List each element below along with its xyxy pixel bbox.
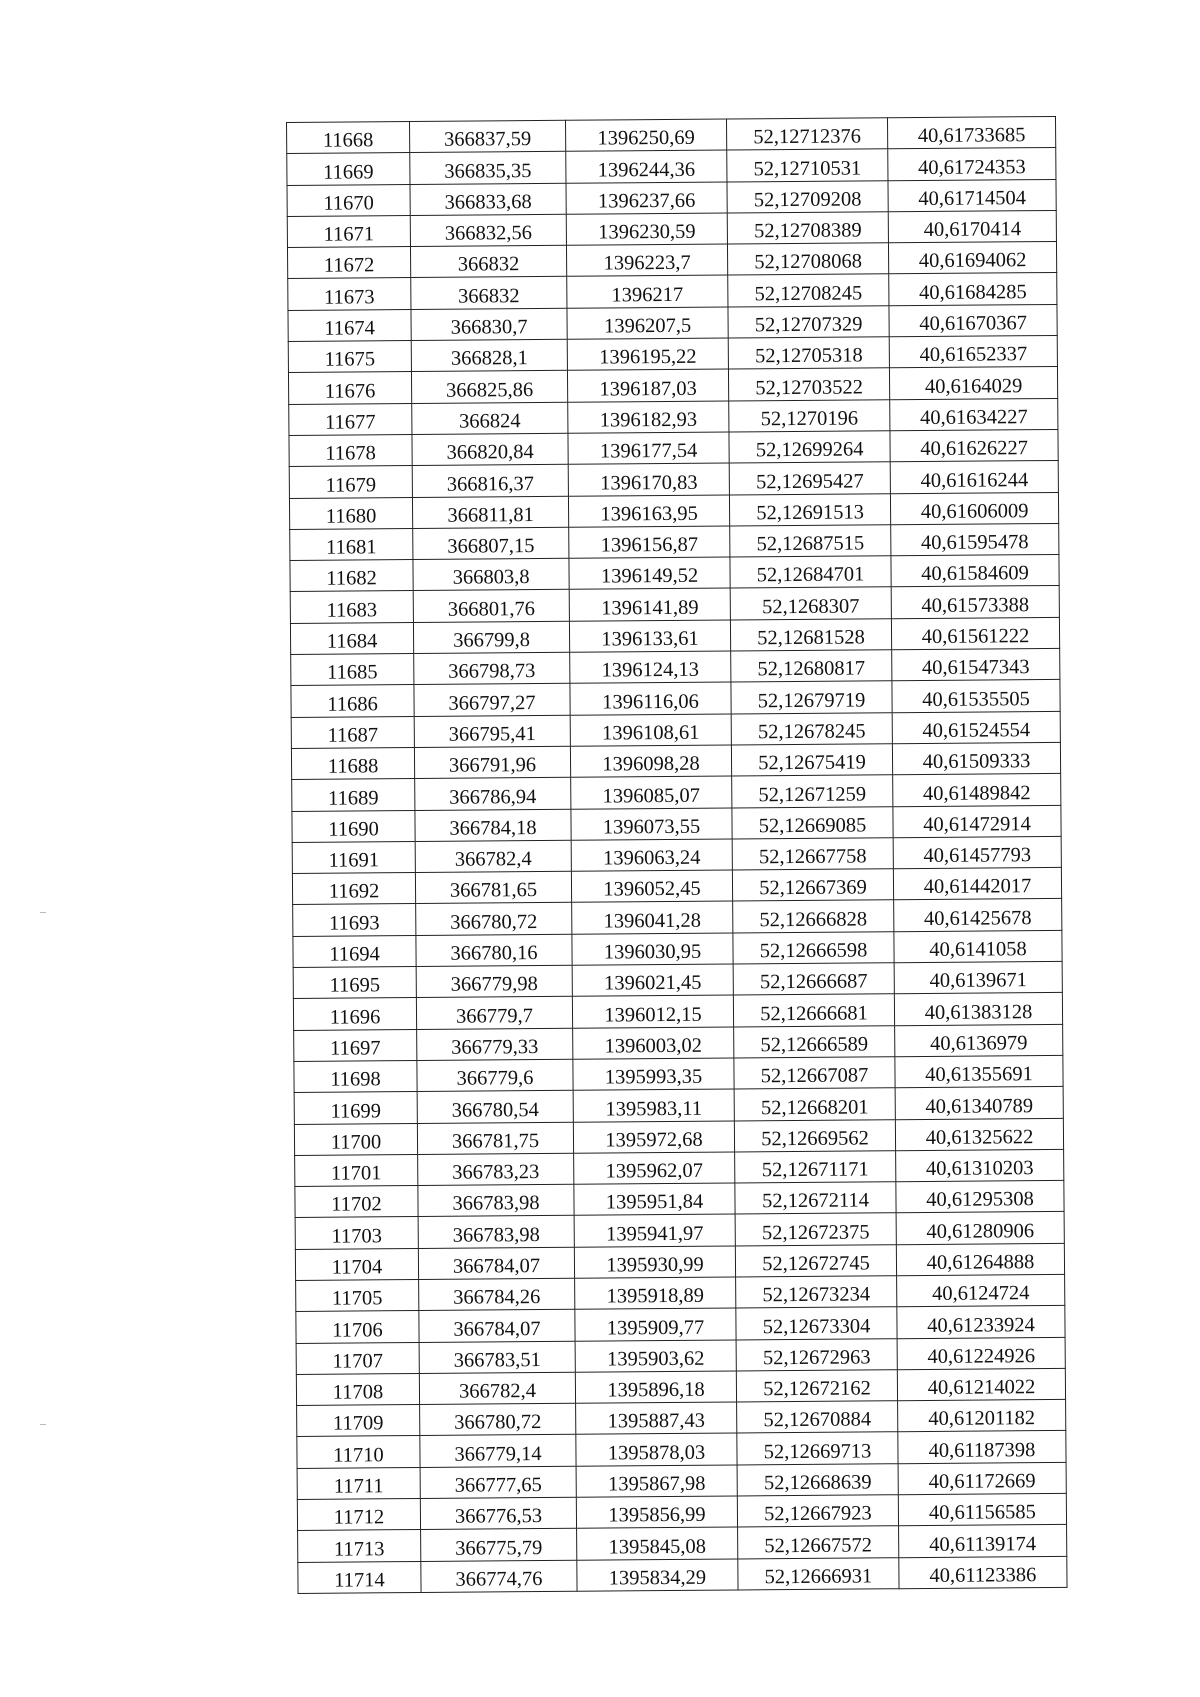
x-coordinate-cell: 366830,7: [411, 308, 567, 341]
y-coordinate-cell: 1396195,22: [567, 338, 728, 371]
point-number-cell: 11684: [290, 622, 413, 654]
x-coordinate-cell: 366828,1: [411, 339, 567, 372]
point-number-cell: 11687: [291, 716, 414, 748]
y-coordinate-cell: 1396098,28: [570, 745, 731, 778]
latitude-cell: 52,12708389: [727, 212, 888, 245]
y-coordinate-cell: 1395903,62: [575, 1340, 736, 1373]
point-number-cell: 11709: [297, 1405, 420, 1437]
latitude-cell: 52,12668201: [734, 1088, 895, 1121]
longitude-cell: 40,61355691: [895, 1055, 1063, 1088]
longitude-cell: 40,61606009: [890, 492, 1058, 525]
y-coordinate-cell: 1396085,07: [571, 776, 732, 809]
y-coordinate-cell: 1396217: [567, 276, 728, 309]
x-coordinate-cell: 366811,81: [412, 496, 568, 529]
longitude-cell: 40,61561222: [891, 617, 1059, 650]
y-coordinate-cell: 1395930,99: [574, 1246, 735, 1279]
longitude-cell: 40,61684285: [889, 273, 1057, 306]
longitude-cell: 40,61172669: [898, 1462, 1066, 1495]
latitude-cell: 52,12666931: [738, 1557, 899, 1590]
point-number-cell: 11683: [290, 591, 413, 623]
coordinates-table-body: [287, 116, 1068, 1593]
point-number-cell: 11689: [292, 779, 415, 811]
point-number-cell: 11712: [297, 1499, 420, 1531]
point-number-cell: 11694: [293, 935, 416, 967]
latitude-cell: 52,12673304: [736, 1307, 897, 1340]
y-coordinate-cell: 1395887,43: [576, 1402, 737, 1435]
longitude-cell: 40,61457793: [893, 836, 1061, 869]
y-coordinate-cell: 1396116,06: [570, 682, 731, 715]
longitude-cell: 40,61383128: [894, 993, 1062, 1026]
longitude-cell: 40,61224926: [897, 1337, 1065, 1370]
x-coordinate-cell: 366820,84: [412, 433, 568, 466]
y-coordinate-cell: 1395878,03: [576, 1433, 737, 1466]
y-coordinate-cell: 1395909,77: [575, 1308, 736, 1341]
y-coordinate-cell: 1396073,55: [571, 808, 732, 841]
point-number-cell: 11691: [292, 841, 415, 873]
x-coordinate-cell: 366783,23: [418, 1153, 574, 1186]
coordinates-table: [286, 116, 1068, 1594]
y-coordinate-cell: 1396012,15: [572, 995, 733, 1028]
point-number-cell: 11702: [295, 1186, 418, 1218]
latitude-cell: 52,12708068: [727, 243, 888, 276]
latitude-cell: 52,12672375: [735, 1213, 896, 1246]
longitude-cell: 40,61156585: [898, 1493, 1066, 1526]
latitude-cell: 52,1268307: [730, 587, 891, 620]
point-number-cell: 11700: [294, 1123, 417, 1155]
x-coordinate-cell: 366797,27: [414, 684, 570, 717]
y-coordinate-cell: 1395867,98: [576, 1465, 737, 1498]
x-coordinate-cell: 366824: [412, 402, 568, 435]
latitude-cell: 52,1270196: [729, 399, 890, 432]
x-coordinate-cell: 366779,98: [416, 965, 572, 998]
latitude-cell: 52,12695427: [729, 462, 890, 495]
y-coordinate-cell: 1396177,54: [568, 432, 729, 465]
x-coordinate-cell: 366784,18: [415, 809, 571, 842]
point-number-cell: 11679: [289, 466, 412, 498]
point-number-cell: 11676: [288, 372, 411, 404]
y-coordinate-cell: 1395962,07: [574, 1152, 735, 1185]
x-coordinate-cell: 366774,76: [421, 1560, 577, 1593]
longitude-cell: 40,61547343: [892, 648, 1060, 681]
point-number-cell: 11692: [292, 873, 415, 905]
x-coordinate-cell: 366776,53: [420, 1497, 576, 1530]
longitude-cell: 40,61340789: [895, 1087, 1063, 1120]
latitude-cell: 52,12705318: [728, 337, 889, 370]
longitude-cell: 40,6141058: [894, 930, 1062, 963]
point-number-cell: 11686: [291, 685, 414, 717]
point-number-cell: 11680: [289, 497, 412, 529]
table-row: [298, 1556, 1067, 1593]
y-coordinate-cell: 1396149,52: [569, 557, 730, 590]
y-coordinate-cell: 1395951,84: [574, 1183, 735, 1216]
x-coordinate-cell: 366784,07: [419, 1310, 575, 1343]
y-coordinate-cell: 1395983,11: [573, 1089, 734, 1122]
y-coordinate-cell: 1396003,02: [573, 1027, 734, 1060]
latitude-cell: 52,12673234: [736, 1276, 897, 1309]
x-coordinate-cell: 366795,41: [414, 715, 570, 748]
x-coordinate-cell: 366781,65: [415, 871, 571, 904]
latitude-cell: 52,12666589: [734, 1025, 895, 1058]
latitude-cell: 52,12666598: [733, 931, 894, 964]
longitude-cell: 40,61425678: [894, 899, 1062, 932]
y-coordinate-cell: 1395941,97: [574, 1214, 735, 1247]
y-coordinate-cell: 1396156,87: [569, 526, 730, 559]
point-number-cell: 11696: [293, 998, 416, 1030]
point-number-cell: 11673: [288, 278, 411, 310]
x-coordinate-cell: 366780,16: [416, 934, 572, 967]
x-coordinate-cell: 366779,7: [416, 997, 572, 1030]
latitude-cell: 52,12672745: [735, 1244, 896, 1277]
longitude-cell: 40,61442017: [893, 868, 1061, 901]
y-coordinate-cell: 1396250,69: [565, 119, 726, 152]
point-number-cell: 11693: [293, 904, 416, 936]
x-coordinate-cell: 366791,96: [414, 746, 570, 779]
longitude-cell: 40,6136979: [895, 1024, 1063, 1057]
point-number-cell: 11705: [296, 1279, 419, 1311]
y-coordinate-cell: 1396063,24: [571, 839, 732, 872]
longitude-cell: 40,61714504: [888, 179, 1056, 212]
longitude-cell: 40,61626227: [890, 429, 1058, 462]
longitude-cell: 40,61652337: [889, 336, 1057, 369]
x-coordinate-cell: 366783,51: [419, 1341, 575, 1374]
y-coordinate-cell: 1396170,83: [568, 463, 729, 496]
longitude-cell: 40,61489842: [893, 774, 1061, 807]
x-coordinate-cell: 366781,75: [417, 1122, 573, 1155]
x-coordinate-cell: 366782,4: [419, 1372, 575, 1405]
y-coordinate-cell: 1396041,28: [572, 901, 733, 934]
latitude-cell: 52,12666681: [733, 994, 894, 1027]
margin-mark: [40, 912, 46, 913]
x-coordinate-cell: 366799,8: [413, 621, 569, 654]
y-coordinate-cell: 1396163,95: [568, 495, 729, 528]
longitude-cell: 40,61670367: [889, 304, 1057, 337]
longitude-cell: 40,61123386: [899, 1556, 1067, 1589]
longitude-cell: 40,61634227: [890, 398, 1058, 431]
y-coordinate-cell: 1396187,03: [567, 369, 728, 402]
x-coordinate-cell: 366783,98: [418, 1216, 574, 1249]
point-number-cell: 11677: [289, 403, 412, 435]
longitude-cell: 40,61295308: [896, 1181, 1064, 1214]
latitude-cell: 52,12669085: [732, 806, 893, 839]
x-coordinate-cell: 366832,56: [410, 214, 566, 247]
y-coordinate-cell: 1395918,89: [575, 1277, 736, 1310]
point-number-cell: 11710: [297, 1436, 420, 1468]
latitude-cell: 52,12671171: [735, 1151, 896, 1184]
x-coordinate-cell: 366783,98: [418, 1184, 574, 1217]
longitude-cell: 40,61584609: [891, 555, 1059, 588]
longitude-cell: 40,6124724: [897, 1274, 1065, 1307]
point-number-cell: 11669: [287, 153, 410, 185]
latitude-cell: 52,12667758: [732, 838, 893, 871]
y-coordinate-cell: 1396133,61: [569, 620, 730, 653]
point-number-cell: 11671: [287, 215, 410, 247]
latitude-cell: 52,12672114: [735, 1182, 896, 1215]
x-coordinate-cell: 366801,76: [413, 590, 569, 623]
point-number-cell: 11670: [287, 184, 410, 216]
longitude-cell: 40,61616244: [890, 461, 1058, 494]
point-number-cell: 11711: [297, 1467, 420, 1499]
point-number-cell: 11675: [288, 341, 411, 373]
y-coordinate-cell: 1396223,7: [566, 244, 727, 277]
x-coordinate-cell: 366782,4: [415, 840, 571, 873]
longitude-cell: 40,61524554: [892, 711, 1060, 744]
point-number-cell: 11674: [288, 309, 411, 341]
longitude-cell: 40,61325622: [895, 1118, 1063, 1151]
longitude-cell: 40,61201182: [898, 1400, 1066, 1433]
y-coordinate-cell: 1395972,68: [573, 1121, 734, 1154]
longitude-cell: 40,6164029: [889, 367, 1057, 400]
point-number-cell: 11701: [295, 1154, 418, 1186]
latitude-cell: 52,12666687: [733, 963, 894, 996]
longitude-cell: 40,61509333: [892, 742, 1060, 775]
longitude-cell: 40,61214022: [897, 1368, 1065, 1401]
y-coordinate-cell: 1396244,36: [566, 150, 727, 183]
y-coordinate-cell: 1396230,59: [566, 213, 727, 246]
longitude-cell: 40,6170414: [888, 210, 1056, 243]
latitude-cell: 52,12669562: [734, 1119, 895, 1152]
latitude-cell: 52,12670884: [737, 1401, 898, 1434]
longitude-cell: 40,61472914: [893, 805, 1061, 838]
longitude-cell: 40,61310203: [896, 1149, 1064, 1182]
latitude-cell: 52,12687515: [730, 525, 891, 558]
latitude-cell: 52,12707329: [728, 306, 889, 339]
latitude-cell: 52,12671259: [732, 775, 893, 808]
x-coordinate-cell: 366780,72: [420, 1403, 576, 1436]
x-coordinate-cell: 366803,8: [413, 558, 569, 591]
x-coordinate-cell: 366816,37: [412, 465, 568, 498]
latitude-cell: 52,12667923: [737, 1495, 898, 1528]
latitude-cell: 52,12668639: [737, 1464, 898, 1497]
latitude-cell: 52,12708245: [728, 274, 889, 307]
longitude-cell: 40,6139671: [894, 961, 1062, 994]
latitude-cell: 52,12672963: [736, 1338, 897, 1371]
x-coordinate-cell: 366832: [410, 245, 566, 278]
longitude-cell: 40,61535505: [892, 680, 1060, 713]
point-number-cell: 11682: [290, 560, 413, 592]
x-coordinate-cell: 366779,6: [417, 1059, 573, 1092]
y-coordinate-cell: 1396141,89: [569, 588, 730, 621]
point-number-cell: 11678: [289, 434, 412, 466]
x-coordinate-cell: 366780,72: [416, 903, 572, 936]
x-coordinate-cell: 366779,33: [417, 1028, 573, 1061]
point-number-cell: 11704: [295, 1248, 418, 1280]
point-number-cell: 11681: [290, 528, 413, 560]
y-coordinate-cell: 1395845,08: [577, 1527, 738, 1560]
x-coordinate-cell: 366835,35: [410, 152, 566, 185]
longitude-cell: 40,61280906: [896, 1212, 1064, 1245]
latitude-cell: 52,12666828: [733, 900, 894, 933]
latitude-cell: 52,12678245: [731, 712, 892, 745]
latitude-cell: 52,12684701: [730, 556, 891, 589]
x-coordinate-cell: 366777,65: [420, 1466, 576, 1499]
y-coordinate-cell: 1395993,35: [573, 1058, 734, 1091]
y-coordinate-cell: 1396182,93: [568, 401, 729, 434]
point-number-cell: 11706: [296, 1311, 419, 1343]
latitude-cell: 52,12667572: [738, 1526, 899, 1559]
point-number-cell: 11707: [296, 1342, 419, 1374]
y-coordinate-cell: 1396108,61: [570, 714, 731, 747]
latitude-cell: 52,12699264: [729, 431, 890, 464]
x-coordinate-cell: 366832: [411, 277, 567, 310]
x-coordinate-cell: 366784,26: [419, 1278, 575, 1311]
longitude-cell: 40,61595478: [891, 523, 1059, 556]
x-coordinate-cell: 366798,73: [414, 652, 570, 685]
longitude-cell: 40,61187398: [898, 1431, 1066, 1464]
point-number-cell: 11672: [287, 247, 410, 279]
y-coordinate-cell: 1396207,5: [567, 307, 728, 340]
point-number-cell: 11699: [294, 1092, 417, 1124]
x-coordinate-cell: 366825,86: [411, 371, 567, 404]
point-number-cell: 11695: [293, 967, 416, 999]
point-number-cell: 11714: [298, 1561, 421, 1593]
latitude-cell: 52,12667369: [732, 869, 893, 902]
y-coordinate-cell: 1396237,66: [566, 182, 727, 215]
latitude-cell: 52,12680817: [731, 650, 892, 683]
longitude-cell: 40,61733685: [887, 116, 1055, 149]
point-number-cell: 11690: [292, 810, 415, 842]
point-number-cell: 11688: [291, 747, 414, 779]
x-coordinate-cell: 366786,94: [415, 778, 571, 811]
x-coordinate-cell: 366775,79: [421, 1529, 577, 1562]
longitude-cell: 40,61264888: [896, 1243, 1064, 1276]
latitude-cell: 52,12691513: [729, 493, 890, 526]
latitude-cell: 52,12681528: [730, 619, 891, 652]
y-coordinate-cell: 1395896,18: [575, 1371, 736, 1404]
latitude-cell: 52,12710531: [727, 149, 888, 182]
y-coordinate-cell: 1395834,29: [577, 1559, 738, 1592]
point-number-cell: 11703: [295, 1217, 418, 1249]
latitude-cell: 52,12703522: [728, 368, 889, 401]
point-number-cell: 11708: [296, 1373, 419, 1405]
x-coordinate-cell: 366807,15: [413, 527, 569, 560]
x-coordinate-cell: 366784,07: [418, 1247, 574, 1280]
longitude-cell: 40,61724353: [888, 148, 1056, 181]
longitude-cell: 40,61573388: [891, 586, 1059, 619]
latitude-cell: 52,12669713: [737, 1432, 898, 1465]
longitude-cell: 40,61694062: [888, 242, 1056, 275]
y-coordinate-cell: 1396030,95: [572, 933, 733, 966]
latitude-cell: 52,12672162: [736, 1370, 897, 1403]
x-coordinate-cell: 366833,68: [410, 183, 566, 216]
margin-mark: [40, 1424, 46, 1425]
x-coordinate-cell: 366837,59: [410, 120, 566, 153]
y-coordinate-cell: 1396124,13: [570, 651, 731, 684]
point-number-cell: 11668: [287, 122, 410, 154]
point-number-cell: 11697: [294, 1029, 417, 1061]
y-coordinate-cell: 1396021,45: [572, 964, 733, 997]
latitude-cell: 52,12675419: [731, 744, 892, 777]
point-number-cell: 11713: [298, 1530, 421, 1562]
latitude-cell: 52,12667087: [734, 1057, 895, 1090]
x-coordinate-cell: 366779,14: [420, 1435, 576, 1468]
point-number-cell: 11698: [294, 1060, 417, 1092]
longitude-cell: 40,61233924: [897, 1306, 1065, 1339]
y-coordinate-cell: 1396052,45: [571, 870, 732, 903]
latitude-cell: 52,12679719: [731, 681, 892, 714]
y-coordinate-cell: 1395856,99: [576, 1496, 737, 1529]
latitude-cell: 52,12712376: [726, 118, 887, 151]
point-number-cell: 11685: [291, 654, 414, 686]
latitude-cell: 52,12709208: [727, 180, 888, 213]
longitude-cell: 40,61139174: [899, 1525, 1067, 1558]
x-coordinate-cell: 366780,54: [417, 1090, 573, 1123]
